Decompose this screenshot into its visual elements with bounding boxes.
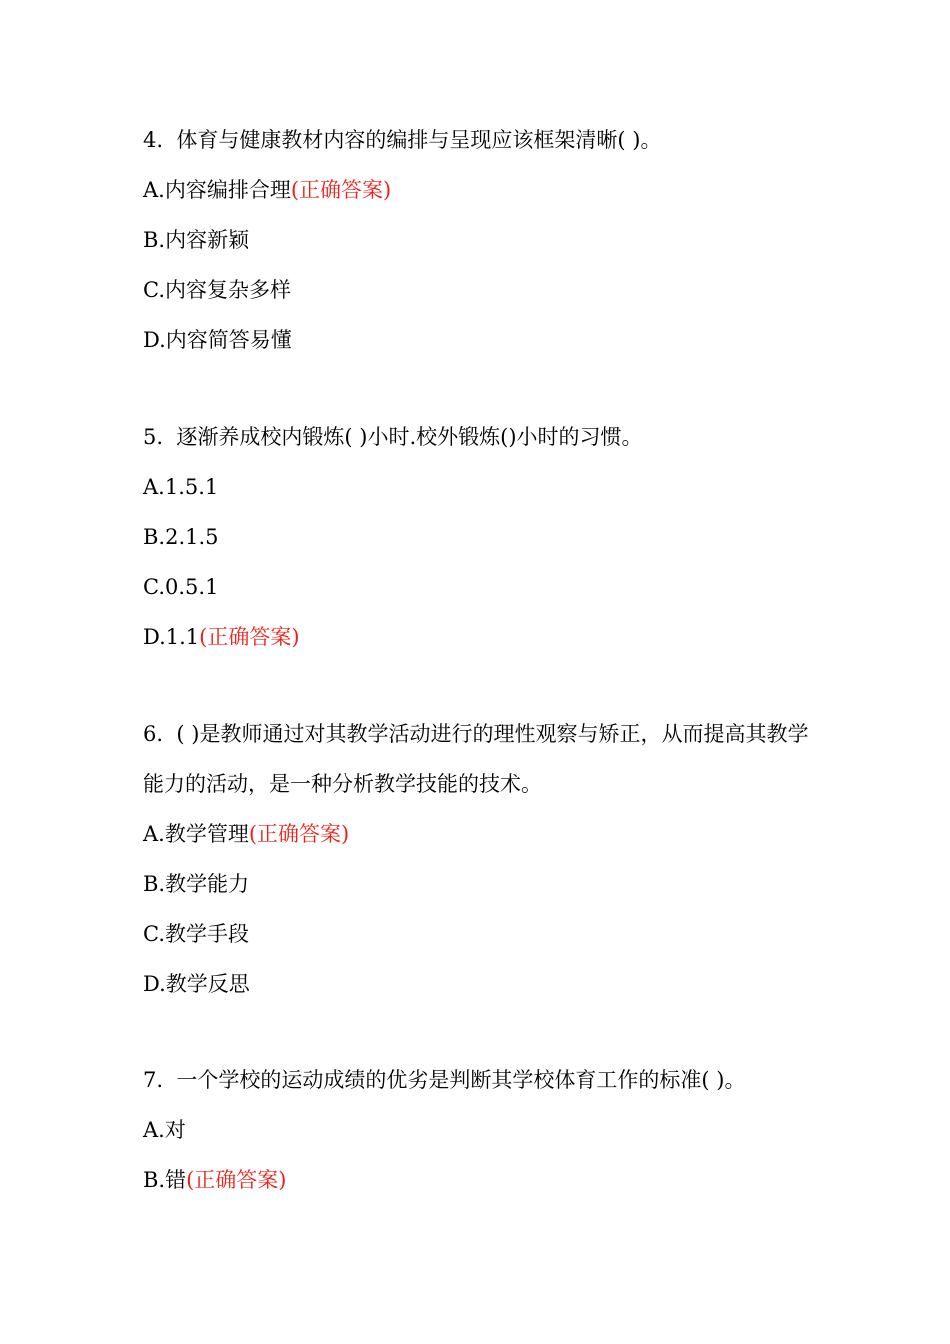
question-stem: 6. ( )是教师通过对其教学活动进行的理性观察与矫正，从而提高其教学能力的活动，是一种分析教学技能的技术。 xyxy=(143,722,809,796)
option-text: A.教学管理 xyxy=(143,822,249,846)
question-5 xyxy=(143,412,823,662)
option-d xyxy=(143,315,823,365)
option-text: B.内容新颖 xyxy=(143,228,250,252)
option-text: C.教学手段 xyxy=(143,922,249,946)
option-d xyxy=(143,612,823,662)
correct-answer-mark: (正确答案) xyxy=(290,178,392,202)
question-stem: 4. 体育与健康教材内容的编排与呈现应该框架清晰( )。 xyxy=(143,128,662,152)
option-text: D.教学反思 xyxy=(143,972,250,996)
option-b xyxy=(143,512,823,562)
option-a xyxy=(143,809,823,859)
option-text: A.1.5.1 xyxy=(143,475,219,499)
question-4 xyxy=(143,115,823,365)
option-c xyxy=(143,265,823,315)
question-6 xyxy=(143,709,823,1009)
option-text: B.2.1.5 xyxy=(143,525,219,549)
option-a xyxy=(143,462,823,512)
option-b xyxy=(143,1155,823,1205)
option-b xyxy=(143,859,823,909)
option-text: C.内容复杂多样 xyxy=(143,278,291,302)
correct-answer-mark: (正确答案) xyxy=(186,1168,287,1192)
option-text: B.教学能力 xyxy=(143,872,250,896)
correct-answer-mark: (正确答案) xyxy=(248,822,350,846)
option-text: B.错 xyxy=(143,1168,187,1192)
question-stem: 7. 一个学校的运动成绩的优劣是判断其学校体育工作的标准( )。 xyxy=(143,1068,746,1092)
option-b xyxy=(143,215,823,265)
option-text: D.内容简答易懂 xyxy=(143,328,292,352)
option-text: A.对 xyxy=(143,1118,186,1142)
option-text: D.1.1 xyxy=(143,625,200,649)
option-c xyxy=(143,562,823,612)
option-c xyxy=(143,909,823,959)
option-a xyxy=(143,1105,823,1155)
option-text: A.内容编排合理 xyxy=(143,178,291,202)
correct-answer-mark: (正确答案) xyxy=(199,625,300,649)
question-stem: 5. 逐渐养成校内锻炼( )小时.校外锻炼()小时的习惯。 xyxy=(143,425,643,449)
question-7 xyxy=(143,1055,823,1205)
option-a xyxy=(143,165,823,215)
option-text: C.0.5.1 xyxy=(143,575,219,599)
option-d xyxy=(143,959,823,1009)
